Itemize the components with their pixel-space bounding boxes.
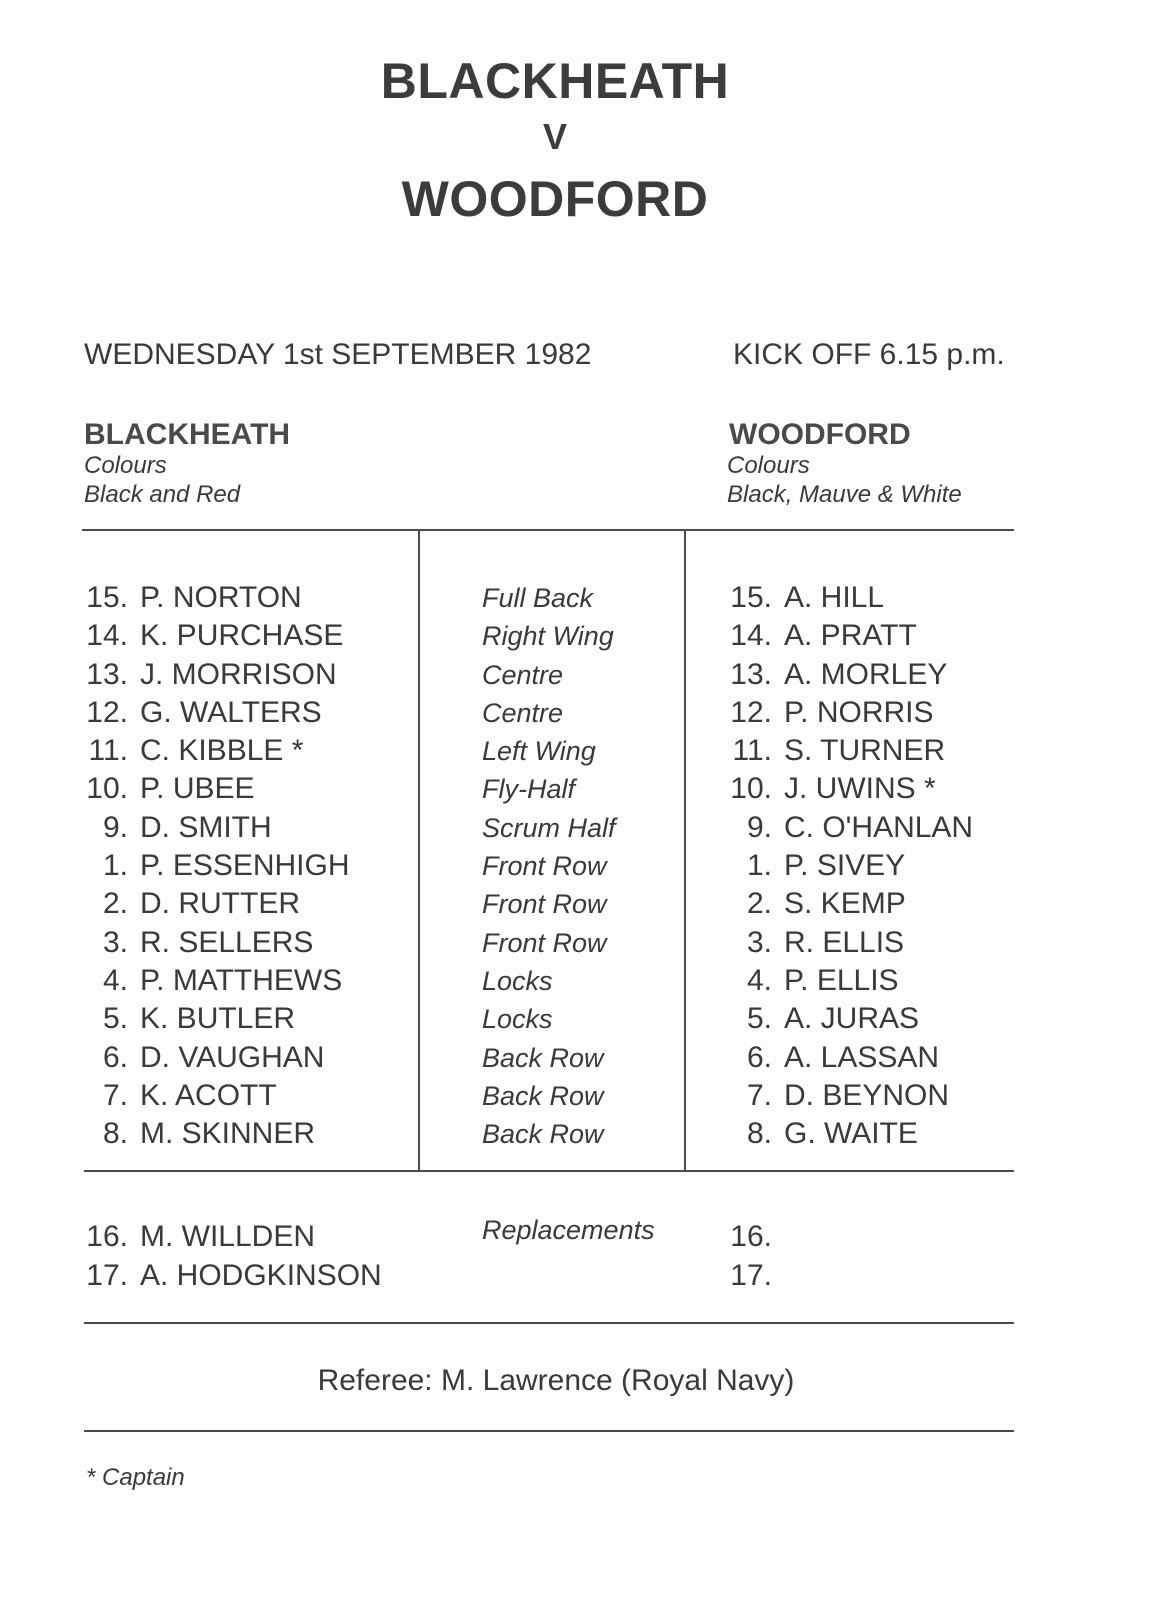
position-label: Centre [482, 659, 564, 690]
position-label: Scrum Half [482, 812, 616, 843]
away-replacement-row [722, 1257, 784, 1296]
player-name: D. VAUGHAN [140, 1040, 325, 1074]
table-top-rule [82, 529, 1014, 531]
player-name: J. MORRISON [140, 657, 337, 691]
player-name: A. HODGKINSON [140, 1258, 382, 1292]
away-player-row [722, 1039, 973, 1077]
position-label: Locks [482, 965, 553, 996]
home-roster [78, 579, 350, 1153]
player-name: P. MATTHEWS [140, 963, 343, 997]
player-name: P. NORTON [140, 581, 302, 614]
home-player-row [78, 1115, 350, 1153]
jersey-number: 12. [86, 695, 128, 729]
jersey-number: 7. [102, 1078, 128, 1112]
home-replacement-row [78, 1257, 382, 1296]
jersey-number: 2. [102, 887, 128, 921]
position-label: Back Row [482, 1080, 604, 1111]
jersey-number: 10. [86, 772, 128, 806]
jersey-number: 10. [730, 772, 772, 806]
player-name: M. SKINNER [140, 1117, 316, 1151]
home-player-row [78, 924, 350, 962]
away-player-row [722, 617, 973, 655]
home-player-row [78, 1077, 350, 1115]
home-player-row [78, 770, 350, 808]
column-divider-right [684, 530, 686, 1172]
player-name: P. ELLIS [784, 963, 899, 997]
home-player-row [78, 579, 350, 617]
home-team-heading: BLACKHEATH [84, 418, 291, 451]
captain-footnote: * Captain [86, 1464, 185, 1491]
position-label: Back Row [482, 1119, 604, 1150]
away-player-row [722, 770, 973, 808]
player-name: D. SMITH [140, 810, 272, 844]
player-name: C. O'HANLAN [784, 810, 974, 844]
player-name: G. WALTERS [140, 695, 322, 729]
player-name: M. WILLDEN [140, 1220, 316, 1253]
away-player-row [722, 1077, 973, 1115]
position-label: Front Row [482, 889, 607, 920]
away-roster [722, 579, 973, 1153]
table-bottom-rule [84, 1170, 1014, 1172]
jersey-number: 11. [88, 734, 128, 768]
player-name: K. BUTLER [140, 1002, 296, 1036]
position-label: Back Row [482, 1042, 604, 1073]
home-player-row [78, 656, 350, 694]
jersey-number: 5. [746, 1002, 772, 1036]
column-divider-left [418, 530, 420, 1172]
home-replacement-row [78, 1218, 382, 1257]
jersey-number: 16. [730, 1220, 772, 1253]
position-label: Full Back [482, 583, 594, 613]
away-player-row [722, 579, 973, 617]
away-team-title: WOODFORD [401, 171, 709, 227]
player-name: R. ELLIS [784, 925, 905, 959]
away-replacements [722, 1218, 784, 1295]
referee-rule [84, 1430, 1014, 1432]
position-label: Centre [482, 697, 564, 728]
player-name: D. RUTTER [140, 887, 300, 921]
away-player-row [722, 924, 973, 962]
player-name: R. SELLERS [140, 925, 314, 959]
player-name: P. NORRIS [784, 695, 934, 729]
versus-label: V [542, 116, 567, 157]
jersey-number: 14. [86, 619, 128, 653]
player-name: A. JURAS [784, 1002, 920, 1036]
home-player-row [78, 847, 350, 885]
away-player-row [722, 962, 973, 1000]
jersey-number: 3. [102, 925, 128, 959]
away-colours-label: Colours [727, 452, 810, 479]
player-name: S. KEMP [784, 887, 906, 921]
player-name: P. SIVEY [784, 849, 906, 883]
jersey-number: 3. [746, 925, 772, 959]
jersey-number: 17. [730, 1258, 772, 1292]
home-player-row [78, 885, 350, 923]
jersey-number: 8. [102, 1117, 128, 1151]
replacements-rule [84, 1322, 1014, 1324]
player-name: K. ACOTT [140, 1078, 277, 1112]
position-label: Left Wing [482, 736, 596, 767]
home-player-row [78, 617, 350, 655]
home-player-row [78, 732, 350, 770]
player-name: A. PRATT [784, 619, 917, 653]
home-colours: Black and Red [84, 481, 241, 508]
player-name: P. ESSENHIGH [140, 849, 350, 883]
jersey-number: 14. [730, 619, 772, 653]
jersey-number: 1. [746, 849, 772, 883]
home-colours-label: Colours [84, 452, 167, 479]
home-player-row [78, 809, 350, 847]
position-label: Front Row [482, 927, 607, 958]
referee-line: Referee: M. Lawrence (Royal Navy) [317, 1364, 795, 1397]
away-player-row [722, 1000, 973, 1038]
position-label: Fly-Half [482, 774, 575, 805]
home-replacements [78, 1218, 382, 1295]
jersey-number: 17. [86, 1258, 128, 1292]
home-team-title: BLACKHEATH [380, 53, 730, 109]
jersey-number: 5. [102, 1002, 128, 1036]
away-player-row [722, 885, 973, 923]
player-name: A. MORLEY [784, 657, 948, 691]
jersey-number: 9. [102, 810, 128, 844]
jersey-number: 2. [746, 887, 772, 921]
player-name: G. WAITE [784, 1117, 918, 1151]
player-name: S. TURNER [784, 734, 946, 768]
kickoff-time: KICK OFF 6.15 p.m. [733, 338, 1005, 371]
replacements-label: Replacements [482, 1215, 655, 1245]
jersey-number: 6. [102, 1040, 128, 1074]
home-player-row [78, 694, 350, 732]
away-replacement-row [722, 1218, 784, 1257]
jersey-number: 15. [86, 581, 128, 614]
player-name: A. LASSAN [784, 1040, 940, 1074]
player-name: C. KIBBLE * [140, 734, 304, 768]
away-team-heading: WOODFORD [729, 418, 911, 451]
player-name: J. UWINS * [784, 772, 936, 806]
home-player-row [78, 1000, 350, 1038]
away-player-row [722, 656, 973, 694]
player-name: D. BEYNON [784, 1078, 950, 1112]
jersey-number: 15. [730, 581, 772, 614]
jersey-number: 6. [746, 1040, 772, 1074]
positions-column [482, 579, 616, 1153]
player-name: K. PURCHASE [140, 619, 344, 653]
jersey-number: 13. [730, 657, 772, 691]
jersey-number: 7. [746, 1078, 772, 1112]
position-label: Right Wing [482, 621, 614, 652]
away-player-row [722, 732, 973, 770]
away-colours: Black, Mauve & White [727, 481, 962, 508]
position-label: Front Row [482, 851, 607, 882]
home-player-row [78, 962, 350, 1000]
away-player-row [722, 809, 973, 847]
jersey-number: 4. [102, 963, 128, 997]
jersey-number: 12. [730, 695, 772, 729]
match-date: WEDNESDAY 1st SEPTEMBER 1982 [84, 338, 592, 371]
jersey-number: 9. [746, 810, 772, 844]
player-name: P. UBEE [140, 772, 255, 806]
away-player-row [722, 847, 973, 885]
jersey-number: 4. [746, 963, 772, 997]
position-label: Locks [482, 1004, 553, 1035]
away-player-row [722, 694, 973, 732]
jersey-number: 1. [102, 849, 128, 883]
jersey-number: 16. [86, 1220, 128, 1253]
player-name: A. HILL [784, 581, 885, 614]
jersey-number: 11. [732, 734, 772, 768]
jersey-number: 8. [746, 1117, 772, 1151]
home-player-row [78, 1039, 350, 1077]
away-player-row [722, 1115, 973, 1153]
jersey-number: 13. [86, 657, 128, 691]
